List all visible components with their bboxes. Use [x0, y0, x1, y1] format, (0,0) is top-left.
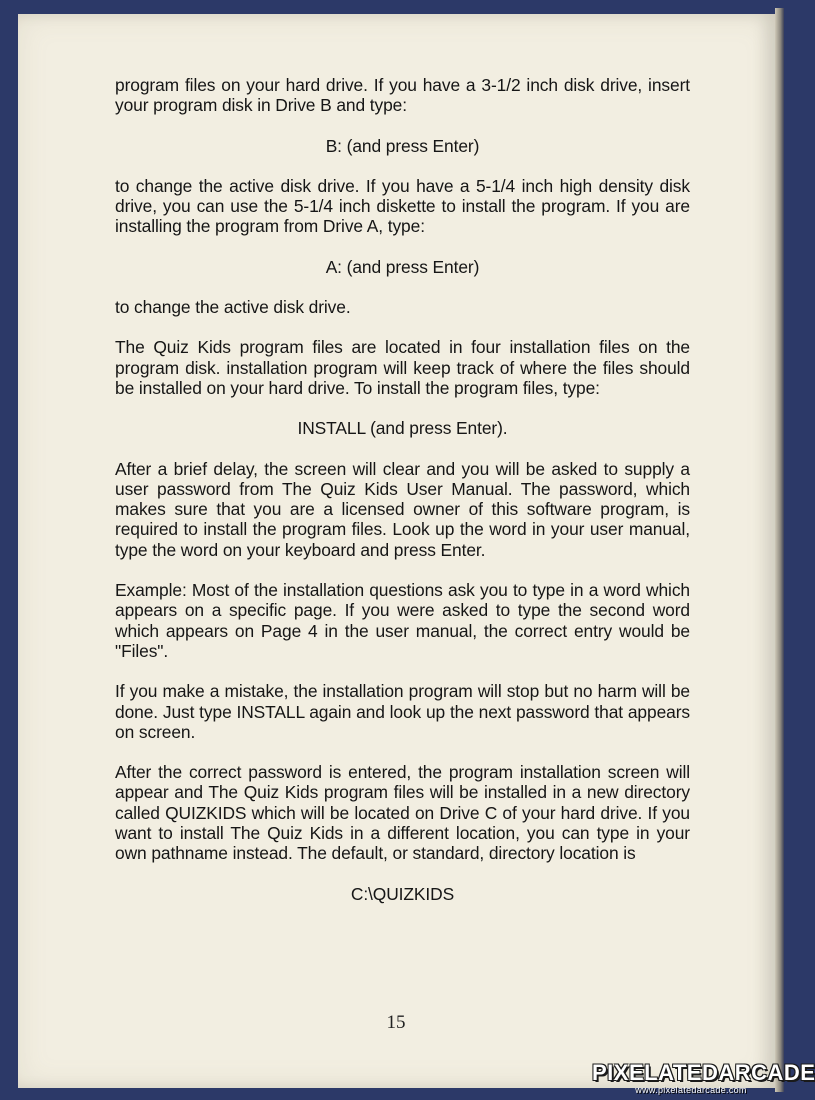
paragraph-mistake: If you make a mistake, the installation program will stop but no harm will be done. Just type INSTALL again and look up the next password that appears on screen. [115, 681, 690, 742]
watermark-url: www.pixelatedarcade.com [635, 1085, 747, 1095]
paragraph-directory: After the correct password is entered, the program installation screen will appear and The Quiz Kids program files will be installed in a new directory called QUIZKIDS which will be located on Drive C of your hard drive. If you want to install The Quiz Kids in a different location, you can type in your own pathname instead. The default, or standard, directory location is [115, 762, 690, 864]
command-drive-a: A: (and press Enter) [325, 256, 480, 277]
paragraph-change-drive: to change the active disk drive. [115, 297, 351, 318]
paragraph-password: After a brief delay, the screen will clear and you will be asked to supply a user password from The Quiz Kids User Manual. The password, which makes sure that you are a licensed owner of this software program, is required to install the program files. Look up the word in your user manual, type the word on your keyboard and press Enter. [115, 458, 690, 560]
page-body [115, 75, 690, 904]
command-directory-path: C:\QUIZKIDS [350, 883, 455, 904]
paragraph-intro: program files on your hard drive. If you have a 3-1/2 inch disk drive, insert your program disk in Drive B and type: [115, 75, 690, 116]
command-drive-b: B: (and press Enter) [325, 135, 480, 156]
paragraph-installation-files: The Quiz Kids program files are located in four installation files on the program disk. installation program will keep track of where the files should be installed on your hard drive. To install the program files, type: [115, 337, 690, 398]
watermark [592, 1060, 815, 1096]
page-number: 15 [386, 1012, 406, 1033]
command-install: INSTALL (and press Enter). [297, 418, 508, 439]
paragraph-high-density: to change the active disk drive. If you have a 5-1/4 inch high density disk drive, you can use the 5-1/4 inch diskette to install the program. If you are installing the program from Drive A, type: [115, 175, 690, 237]
page-edge [775, 8, 784, 1092]
paragraph-example: Example: Most of the installation questions ask you to type in a word which appears on a specific page. If you were asked to type the second word which appears on Page 4 in the user manual, the correct entry would be "Files". [115, 580, 690, 661]
watermark-logo: PIXELATEDARCADE [592, 1060, 815, 1085]
